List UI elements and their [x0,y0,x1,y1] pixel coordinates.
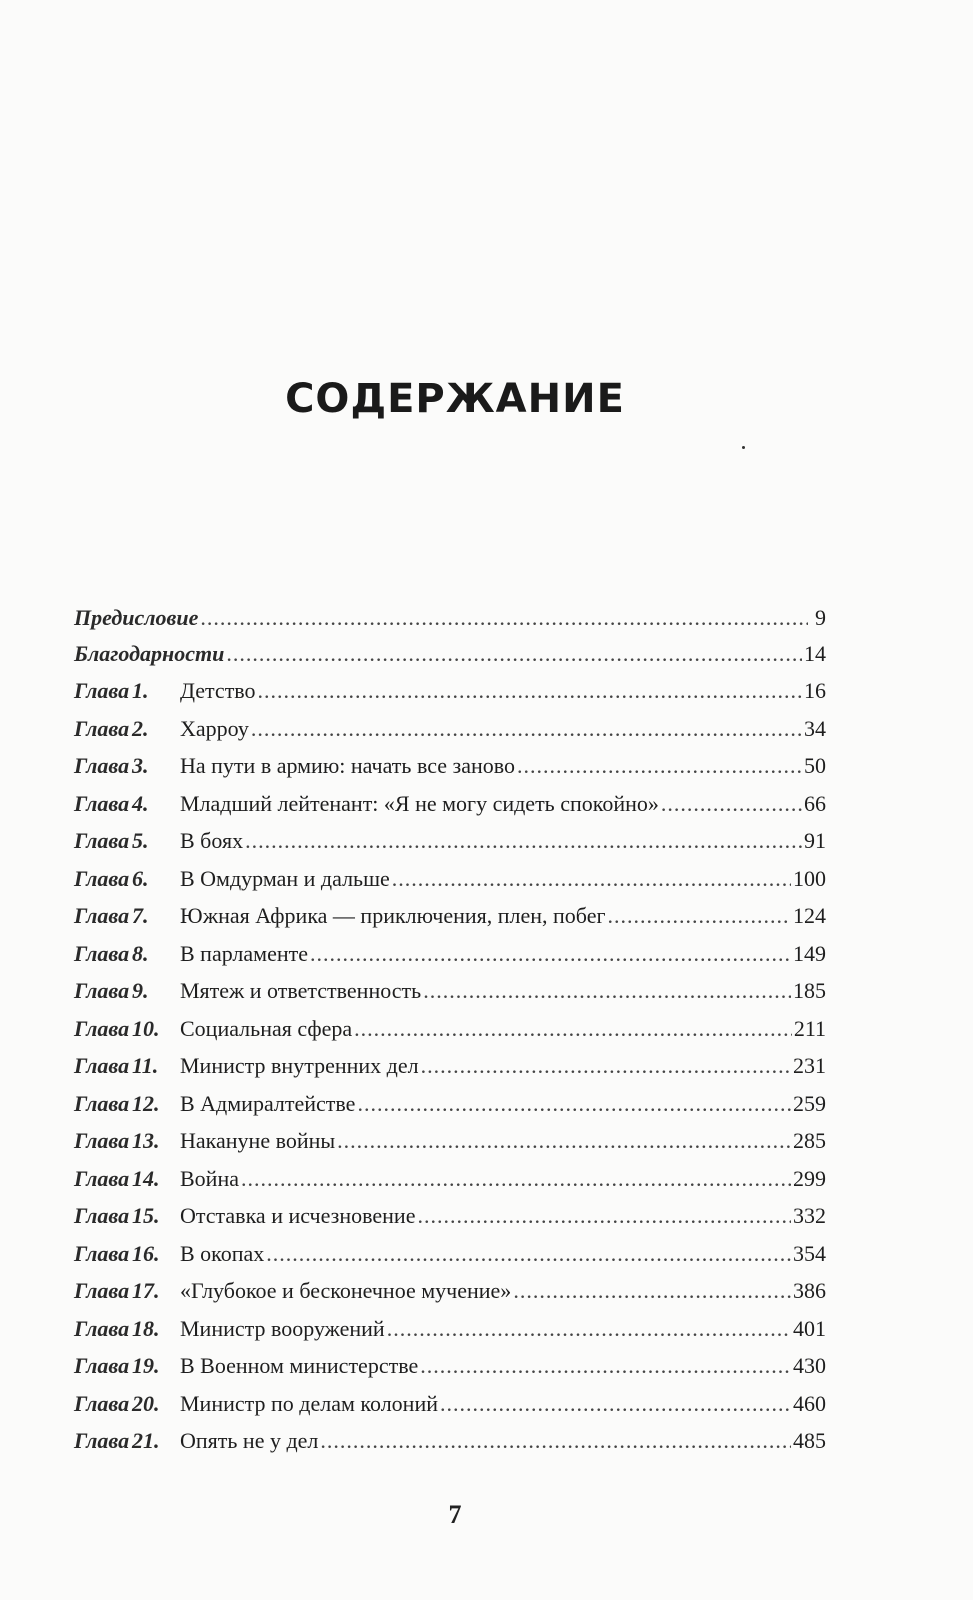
dot-leader [354,1010,792,1048]
chapter-number: 6. [132,865,149,891]
dot-leader [200,600,808,636]
chapter-label [74,1272,180,1310]
toc-chapter-row [74,1347,826,1385]
dot-leader [608,897,792,935]
toc-page-number: 149 [793,940,826,966]
chapter-word: Глава [74,1315,130,1341]
dot-leader [337,1122,791,1160]
toc-page-number: 401 [793,1315,826,1341]
toc-chapter-row [74,1385,826,1423]
toc-page-number: 185 [793,978,826,1003]
toc-entry-title: В парламенте [180,940,309,966]
chapter-word: Глава [74,940,130,966]
dot-leader [245,822,802,860]
toc-entry-title: Министр по делам колоний [180,1390,439,1416]
toc-chapter-row [74,1197,826,1235]
chapter-label [74,1197,180,1235]
toc-entry-title: Война [180,1165,239,1191]
page-title: СОДЕРЖАНИЕ [285,376,625,422]
chapter-number: 4. [132,790,149,816]
toc-chapter-row [74,747,826,785]
chapter-label [74,1160,180,1198]
toc-page-number: 332 [793,1203,826,1228]
toc-chapter-row [74,1272,826,1310]
dot-leader [310,935,791,973]
chapter-number: 10. [132,1015,160,1041]
toc-page-number: 50 [804,753,826,778]
chapter-word: Глава [74,753,130,778]
toc-page-number: 211 [793,1015,826,1041]
chapter-word: Глава [74,1128,130,1153]
dot-leader [513,1272,791,1310]
toc-entry-title: Благодарности [74,641,225,666]
toc-page-number: 14 [804,641,826,666]
dot-leader [417,1197,791,1235]
toc-entry-title: Министр вооружений [180,1315,385,1341]
chapter-word: Глава [74,1053,130,1078]
toc-page-number: 231 [793,1053,826,1078]
dot-leader [266,1235,791,1273]
chapter-word: Глава [74,828,130,853]
toc-page-number: 16 [804,678,826,703]
toc-entry-title: Детство [180,678,256,703]
chapter-number: 14. [132,1165,160,1191]
chapter-word: Глава [74,678,130,703]
decorative-dot [742,446,745,449]
toc-page-number: 100 [793,865,826,891]
page-number: 7 [448,1500,462,1529]
toc-entry-title: Социальная сфера [180,1015,353,1041]
chapter-label [74,785,180,823]
chapter-number: 16. [132,1240,160,1266]
toc-page-number: 9 [815,605,826,630]
dot-leader [251,710,802,748]
toc-chapter-row [74,1160,826,1198]
toc-page-number: 430 [793,1353,826,1378]
toc-chapter-row [74,897,826,935]
chapter-number: 18. [132,1315,160,1341]
chapter-number: 2. [132,715,149,741]
chapter-label [74,822,180,860]
toc-entry-title: В Адмиралтействе [180,1090,356,1116]
toc-page-number: 91 [804,828,826,853]
toc-front-matter-row [74,600,826,636]
chapter-word: Глава [74,1203,130,1228]
chapter-word: Глава [74,790,130,816]
toc-entry-title: В Военном министерстве [180,1353,419,1378]
table-of-contents [74,600,826,1460]
chapter-word: Глава [74,1015,130,1041]
dot-leader [241,1160,791,1198]
chapter-number: 20. [132,1390,160,1416]
toc-entry-title: Южная Африка — приключения, плен, побег [180,903,606,928]
toc-page-number: 34 [804,715,826,741]
toc-chapter-row [74,672,826,710]
toc-page-number: 285 [793,1128,826,1153]
chapter-number: 21. [132,1428,160,1453]
toc-chapter-row [74,1235,826,1273]
toc-page-number: 485 [793,1428,826,1453]
chapter-number: 1. [132,678,149,703]
dot-leader [387,1310,791,1348]
chapter-word: Глава [74,978,130,1003]
chapter-number: 9. [132,978,149,1003]
chapter-number: 3. [132,753,149,778]
chapter-number: 11. [132,1053,159,1078]
dot-leader [392,860,791,898]
toc-chapter-row [74,1010,826,1048]
chapter-label [74,897,180,935]
toc-entry-title: На пути в армию: начать все заново [180,753,515,778]
chapter-word: Глава [74,1353,130,1378]
chapter-label [74,860,180,898]
dot-leader [420,1347,791,1385]
chapter-word: Глава [74,715,130,741]
chapter-label [74,1122,180,1160]
chapter-label [74,1085,180,1123]
chapter-word: Глава [74,865,130,891]
toc-chapter-row [74,1422,826,1460]
toc-entry-title: Отставка и исчезновение [180,1203,416,1228]
chapter-label [74,1047,180,1085]
toc-chapter-row [74,935,826,973]
chapter-label [74,1422,180,1460]
dot-leader [258,672,802,710]
dot-leader [421,1047,791,1085]
toc-chapter-row [74,822,826,860]
chapter-number: 19. [132,1353,160,1378]
toc-entry-title: Мятеж и ответственность [180,978,422,1003]
chapter-label [74,1310,180,1348]
toc-chapter-row [74,710,826,748]
chapter-label [74,672,180,710]
toc-entry-title: Харроу [180,715,249,741]
toc-entry-title: В боях [180,828,244,853]
toc-chapter-row [74,785,826,823]
toc-entry-title: В Омдурман и дальше [180,865,390,891]
toc-front-matter-row [74,636,826,672]
dot-leader [320,1422,791,1460]
toc-page-number: 259 [793,1090,826,1116]
chapter-word: Глава [74,903,130,928]
toc-chapter-row [74,1047,826,1085]
chapter-number: 5. [132,828,149,853]
toc-page-number: 386 [793,1278,826,1303]
chapter-label [74,935,180,973]
chapter-label [74,1385,180,1423]
chapter-label [74,1235,180,1273]
toc-entry-title: Накануне войны [180,1128,336,1153]
toc-chapter-row [74,1085,826,1123]
toc-page-number: 460 [793,1390,826,1416]
dot-leader [423,972,791,1010]
dot-leader [357,1085,791,1123]
dot-leader [440,1385,791,1423]
chapter-word: Глава [74,1165,130,1191]
chapter-label [74,747,180,785]
toc-entry-title: «Глубокое и бесконечное мучение» [180,1278,512,1303]
chapter-number: 17. [132,1278,160,1303]
chapter-number: 12. [132,1090,160,1116]
chapter-word: Глава [74,1428,130,1453]
chapter-label [74,1010,180,1048]
chapter-label [74,972,180,1010]
chapter-word: Глава [74,1278,130,1303]
dot-leader [517,747,802,785]
chapter-number: 8. [132,940,149,966]
toc-chapter-row [74,1122,826,1160]
toc-page-number: 299 [793,1165,826,1191]
toc-chapter-row [74,1310,826,1348]
toc-entry-title: Младший лейтенант: «Я не могу сидеть спокойно» [180,790,659,816]
chapter-number: 7. [132,903,149,928]
dot-leader [226,636,802,672]
toc-entry-title: В окопах [180,1240,265,1266]
chapter-label [74,710,180,748]
chapter-label [74,1347,180,1385]
toc-page-number: 66 [804,790,826,816]
chapter-word: Глава [74,1090,130,1116]
toc-page-number: 124 [793,903,826,928]
chapter-number: 13. [132,1128,160,1153]
toc-chapter-row [74,860,826,898]
chapter-word: Глава [74,1240,130,1266]
toc-entry-title: Опять не у дел [180,1428,319,1453]
chapter-word: Глава [74,1390,130,1416]
toc-chapter-row [74,972,826,1010]
toc-entry-title: Предисловие [74,605,199,630]
toc-entry-title: Министр внутренних дел [180,1053,419,1078]
chapter-number: 15. [132,1203,160,1228]
toc-page-number: 354 [793,1240,826,1266]
dot-leader [661,785,802,823]
